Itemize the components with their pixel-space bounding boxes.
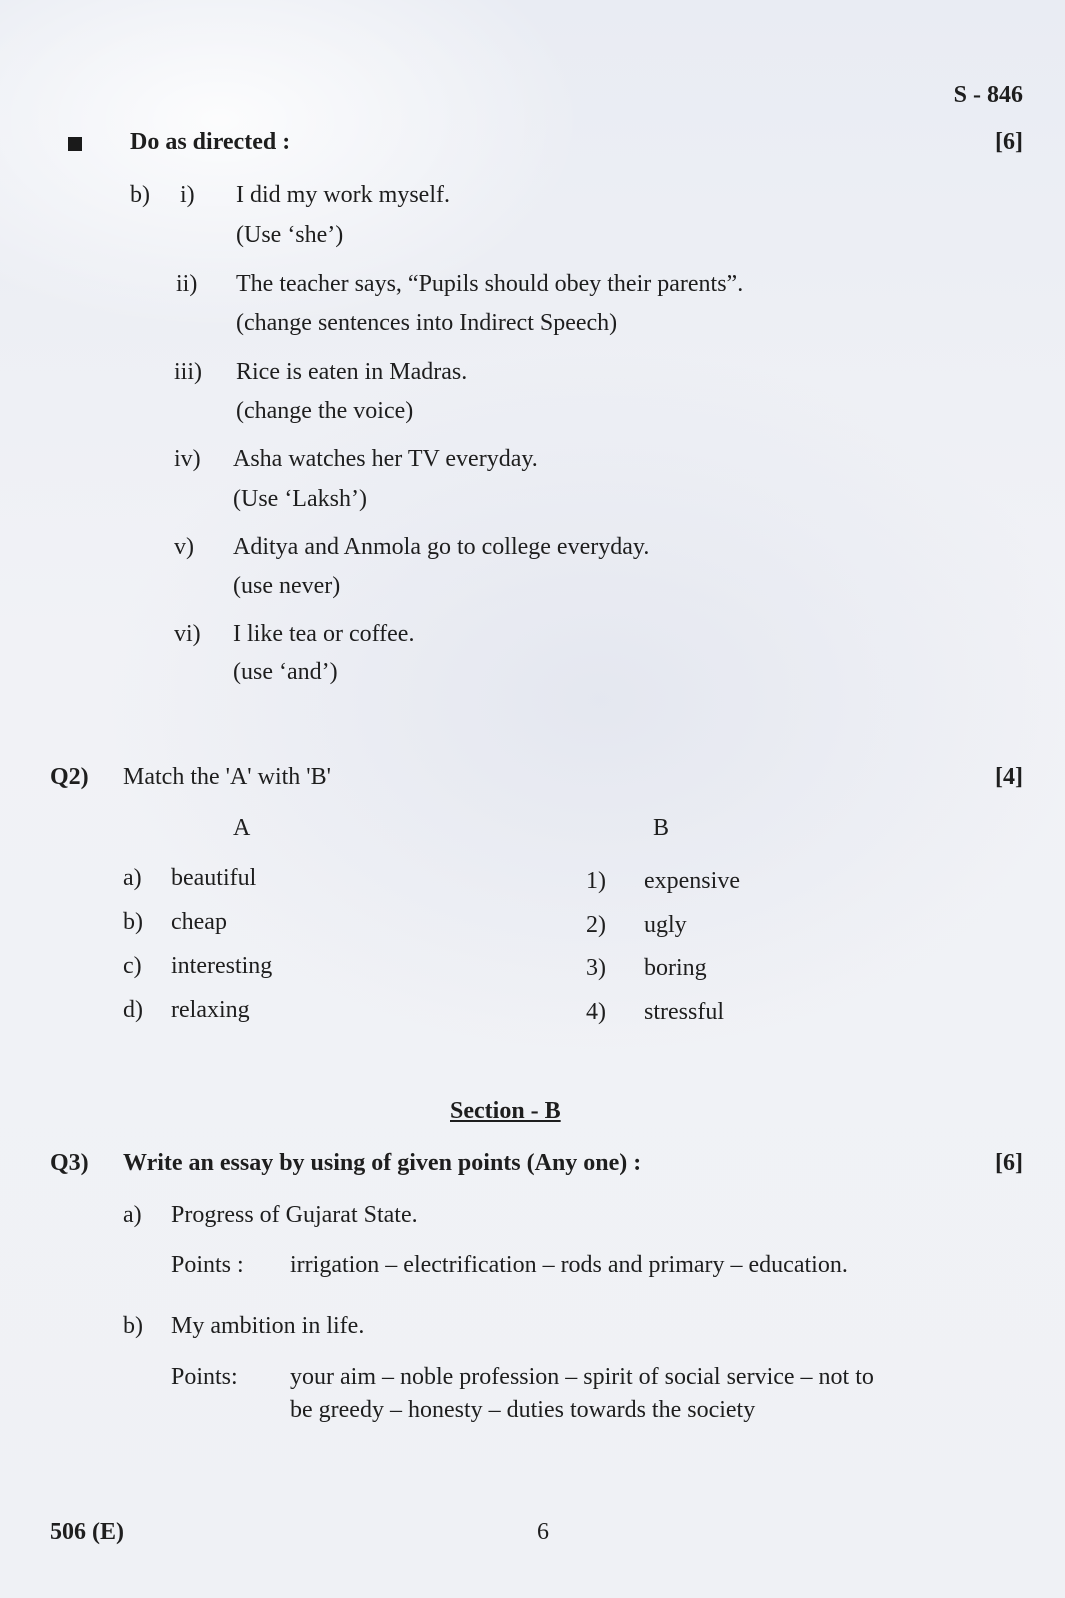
footer-code: 506 (E) [50, 1519, 124, 1545]
match-b-text: boring [644, 955, 707, 981]
match-b-text: stressful [644, 999, 724, 1025]
q3-a-points: irrigation – electrification – rods and primary – education. [290, 1252, 848, 1278]
q1-item-num: i) [180, 182, 195, 208]
q1-item-text: The teacher says, “Pupils should obey their parents”. [236, 271, 744, 297]
page-number: 6 [537, 1519, 549, 1545]
q1-item-instruction: (Use ‘Laksh’) [233, 486, 367, 512]
match-a-text: relaxing [171, 997, 250, 1023]
match-b-label: 1) [586, 868, 606, 894]
q2-title: Match the 'A' with 'B' [123, 764, 331, 790]
q1-item-instruction: (use ‘and’) [233, 659, 338, 685]
q3-number: Q3) [50, 1150, 89, 1176]
section-title: Section - B [450, 1098, 561, 1124]
q1-item-num: iii) [174, 359, 202, 385]
q3-b-label: b) [123, 1313, 143, 1339]
match-a-label: d) [123, 997, 143, 1023]
q1-item-text: Asha watches her TV everyday. [233, 446, 538, 472]
q1-item-instruction: (use never) [233, 573, 341, 599]
match-b-label: 2) [586, 912, 606, 938]
match-a-text: beautiful [171, 865, 257, 891]
paper-code: S - 846 [953, 82, 1023, 108]
q2-column-a-header: A [233, 815, 251, 841]
q1-item-text: Aditya and Anmola go to college everyday. [233, 534, 650, 560]
match-a-label: a) [123, 865, 142, 891]
q3-b-points-label: Points: [171, 1364, 238, 1390]
match-a-text: interesting [171, 953, 273, 979]
q3-a-topic: Progress of Gujarat State. [171, 1202, 418, 1228]
q2-column-b-header: B [653, 815, 670, 841]
q1-item-instruction: (change the voice) [236, 398, 414, 424]
q3-a-label: a) [123, 1202, 142, 1228]
match-b-text: ugly [644, 912, 687, 938]
q1-title: Do as directed : [130, 129, 291, 155]
q1-item-num: iv) [174, 446, 201, 472]
bullet-square-icon [68, 137, 82, 151]
q3-marks: [6] [995, 1150, 1023, 1176]
match-b-text: expensive [644, 868, 740, 894]
q2-marks: [4] [995, 764, 1023, 790]
q1-item-text: I did my work myself. [236, 182, 450, 208]
match-b-label: 3) [586, 955, 606, 981]
q1-item-num: vi) [174, 621, 201, 647]
q3-a-points-label: Points : [171, 1252, 244, 1278]
match-b-label: 4) [586, 999, 606, 1025]
match-a-text: cheap [171, 909, 227, 935]
q1-item-instruction: (Use ‘she’) [236, 222, 344, 248]
q1-marks: [6] [995, 129, 1023, 155]
q1-item-num: ii) [176, 271, 198, 297]
q1-item-text: I like tea or coffee. [233, 621, 415, 647]
q1-item-num: v) [174, 534, 194, 560]
q2-number: Q2) [50, 764, 89, 790]
q3-title: Write an essay by using of given points (Any one) : [123, 1150, 642, 1176]
q1-part-label: b) [130, 182, 150, 208]
match-a-label: b) [123, 909, 143, 935]
q3-b-points-line2: be greedy – honesty – duties towards the society [290, 1397, 756, 1423]
q1-item-text: Rice is eaten in Madras. [236, 359, 468, 385]
q3-b-points-line1: your aim – noble profession – spirit of social service – not to [290, 1364, 874, 1390]
match-a-label: c) [123, 953, 142, 979]
q1-item-instruction: (change sentences into Indirect Speech) [236, 310, 618, 336]
q3-b-topic: My ambition in life. [171, 1313, 365, 1339]
